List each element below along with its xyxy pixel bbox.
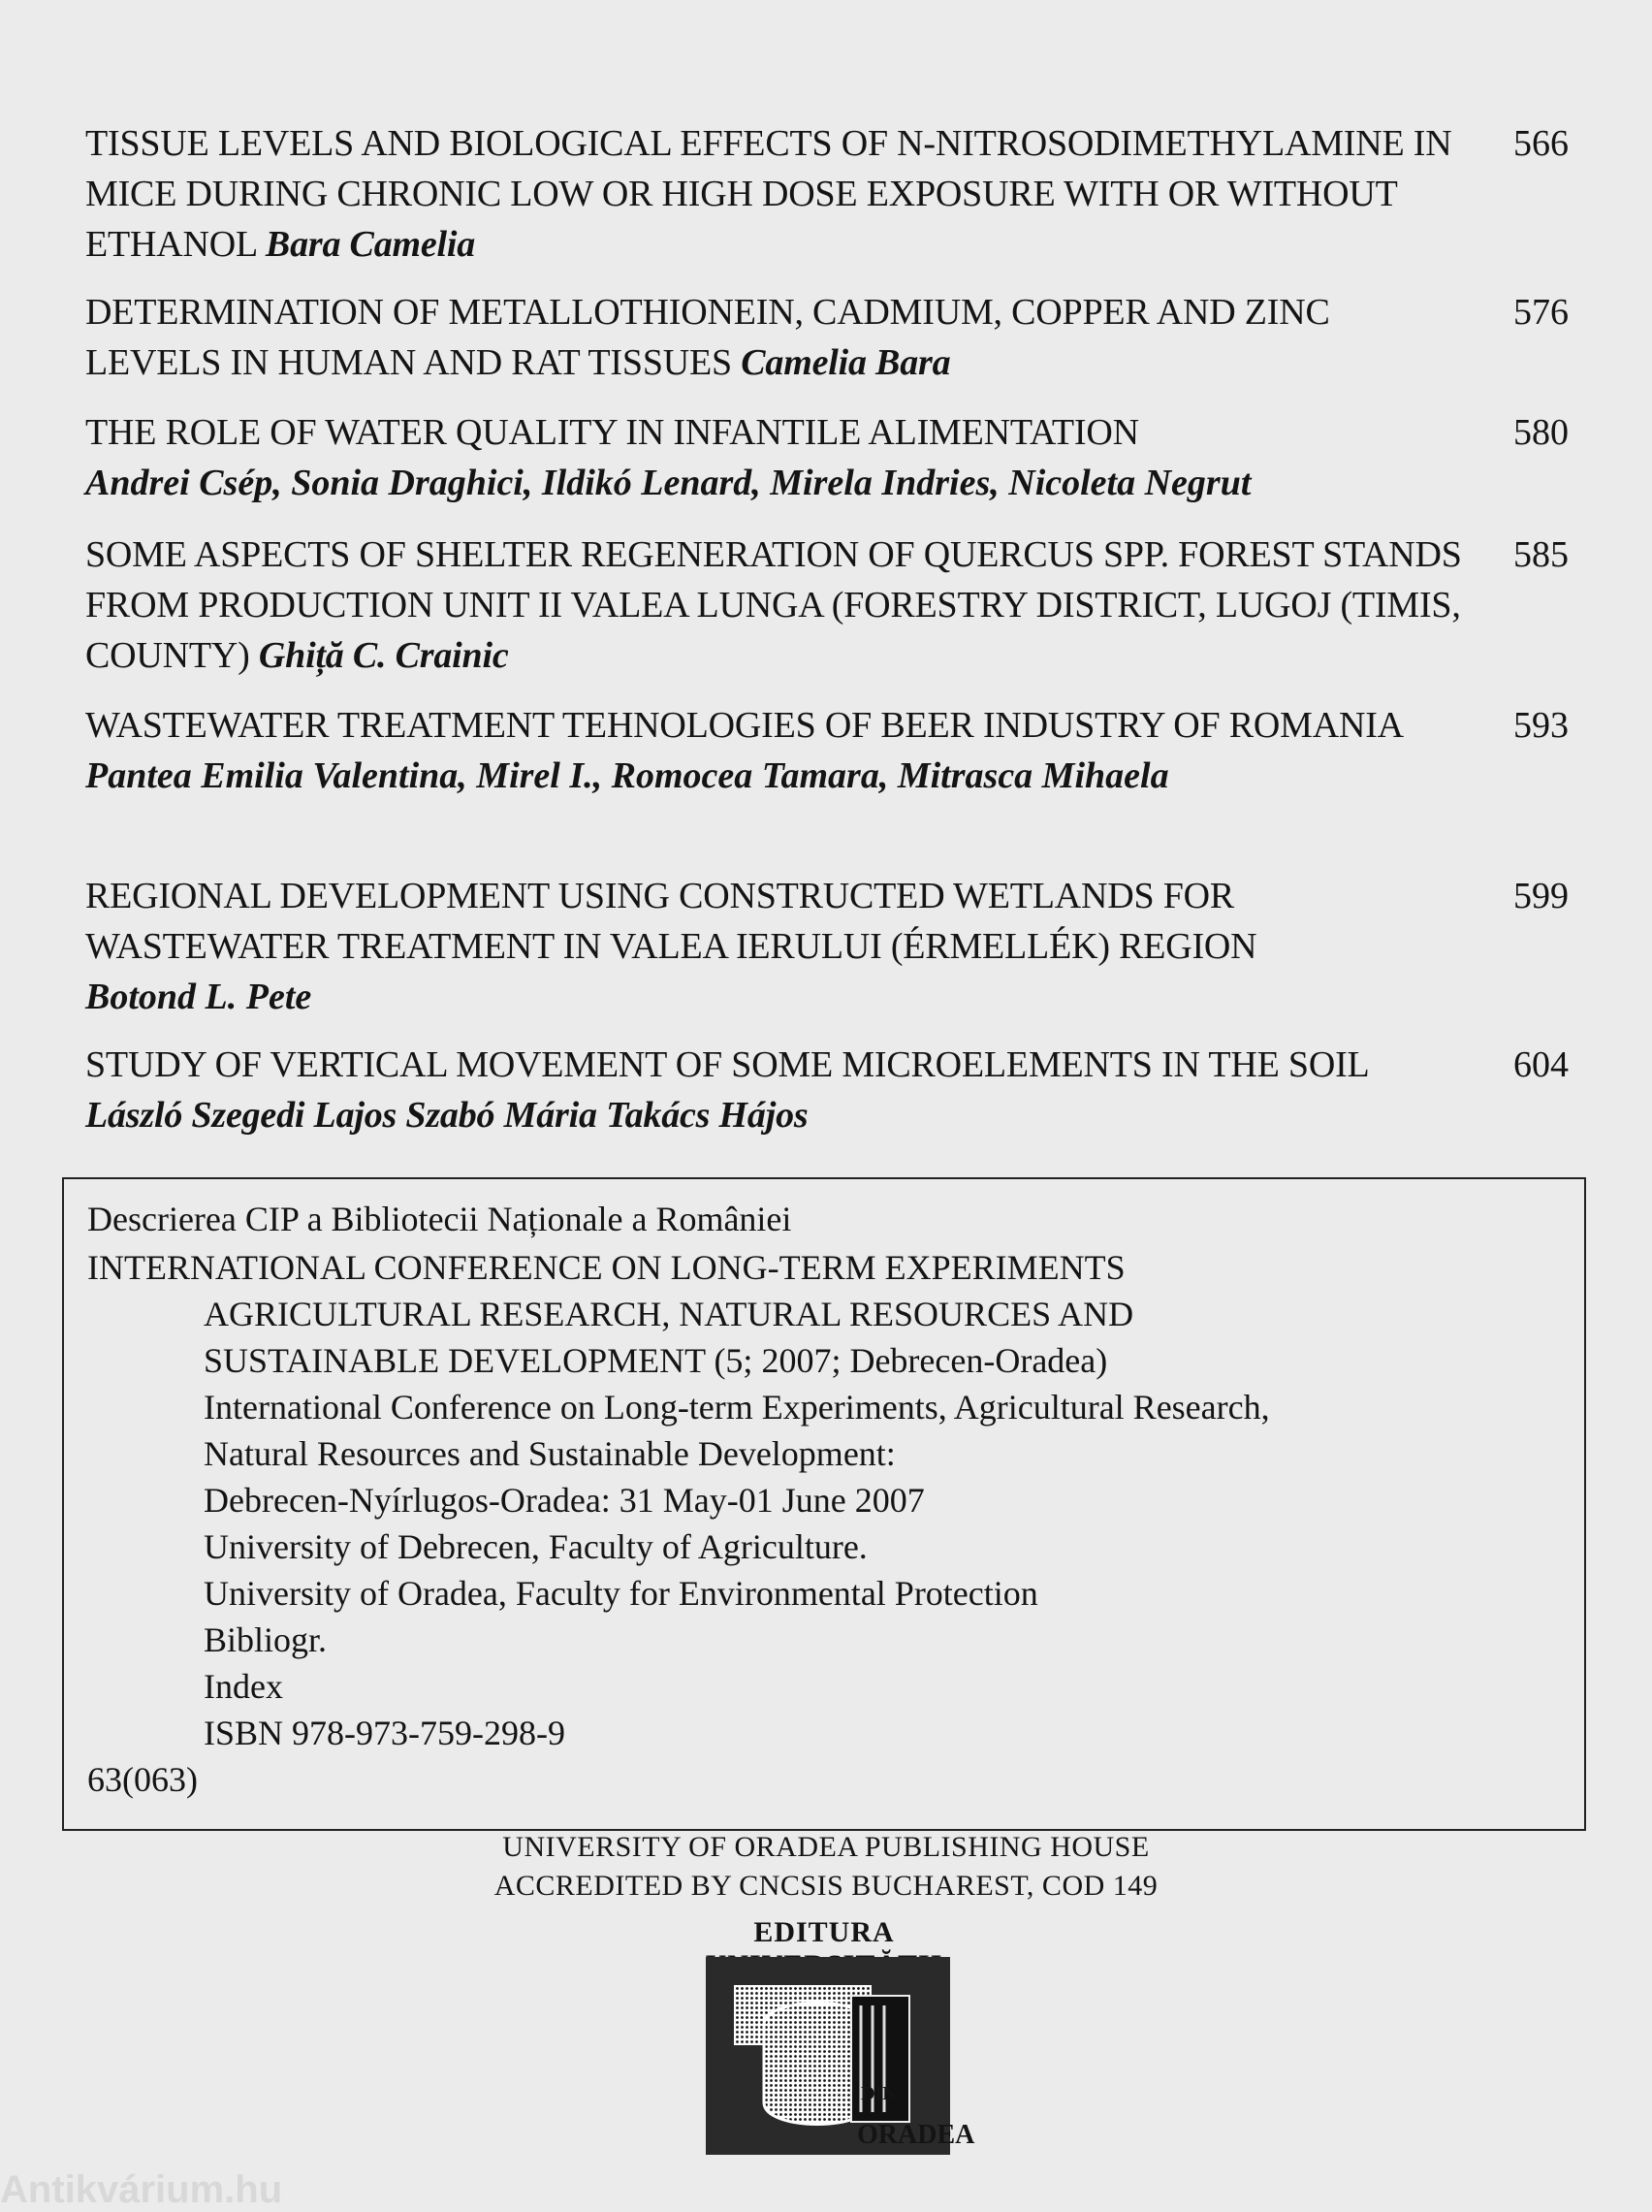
logo-bottom-text: ORADEA [857,2120,975,2150]
toc-page-number: 604 [1513,1044,1569,1085]
toc-entry [85,529,1569,681]
toc-title-text: STUDY OF VERTICAL MOVEMENT OF SOME MICROELEMENTS IN THE SOIL [85,1044,1369,1085]
cip-line: Bibliogr. [204,1620,328,1659]
toc-entry [85,287,1569,388]
publisher-name: UNIVERSITY OF ORADEA PUBLISHING HOUSE [502,1831,1150,1863]
cip-line: SUSTAINABLE DEVELOPMENT (5; 2007; Debrecen-Oradea) [204,1341,1108,1380]
toc-entry [85,407,1569,508]
toc-entry-title [85,118,1472,270]
toc-entry-authors: Camelia Bara [741,342,951,383]
toc-entry-authors: Ghiță C. Crainic [258,635,509,676]
cip-line: University of Debrecen, Faculty of Agriculture. [204,1527,868,1566]
toc-page-number: 576 [1513,292,1569,333]
toc-entry [85,871,1569,1022]
toc-title-text: SOME ASPECTS OF SHELTER REGENERATION OF QUERCUS SPP. FOREST STANDS FROM PRODUCTION UNIT II VALEA LUNGA (FORESTRY DISTRICT, LUGOJ (TIMIS, COUNTY) [85,534,1462,676]
toc-entry [85,118,1569,270]
cip-line: University of Oradea, Faculty for Environmental Protection [204,1574,1038,1613]
toc-page-number: 599 [1513,876,1569,916]
toc-entry-title: REGIONAL DEVELOPMENT USING CONSTRUCTED WETLANDS FOR WASTEWATER TREATMENT IN VALEA IERULUI (ÉRMELLÉK) REGION [85,876,1257,967]
toc-entry-title [85,287,1472,388]
toc-entry-title [85,529,1472,681]
toc-entry [85,1040,1569,1140]
toc-page-number: 580 [1513,412,1569,453]
toc-entry-authors: Bara Camelia [265,224,476,265]
toc-page-number: 566 [1513,123,1569,164]
cip-isbn: ISBN 978-973-759-298-9 [204,1714,565,1752]
cip-line: Natural Resources and Sustainable Development: [204,1434,896,1473]
toc-title-text: TISSUE LEVELS AND BIOLOGICAL EFFECTS OF N-NITROSODIMETHYLAMINE IN MICE DURING CHRONIC LOW OR HIGH DOSE EXPOSURE WITH OR WITHOUT ETHANOL [85,123,1452,265]
cip-description-box [62,1177,1586,1831]
toc-entry-title: THE ROLE OF WATER QUALITY IN INFANTILE ALIMENTATION [85,412,1139,453]
publisher-accreditation: ACCREDITED BY CNCSIS BUCHAREST, COD 149 [493,1870,1159,1902]
toc-entry-authors: Pantea Emilia Valentina, Mirel I., Romocea Tamara, Mitrasca Mihaela [85,755,1169,796]
cip-line: International Conference on Long-term Experiments, Agricultural Research, [204,1388,1270,1427]
toc-page-number: 585 [1513,534,1569,575]
cip-udc-code: 63(063) [87,1760,198,1799]
cip-heading: Descrierea CIP a Bibliotecii Naționale a României [87,1200,792,1238]
toc-entry-authors: László Szegedi Lajos Szabó Mária Takács Hájos [85,1095,809,1136]
toc-entry-authors: Botond L. Pete [85,977,312,1017]
logo-top-text: EDITURA [753,1916,895,1948]
watermark-text: Antikvárium.hu [0,2168,283,2211]
cip-line: Index [204,1667,283,1706]
toc-title-text: DETERMINATION OF METALLOTHIONEIN, CADMIUM, COPPER AND ZINC LEVELS IN HUMAN AND RAT TISSUES [85,292,1330,383]
toc-entry-title [85,1040,1472,1140]
cip-line: INTERNATIONAL CONFERENCE ON LONG-TERM EXPERIMENTS [87,1248,1126,1287]
toc-page-number: 593 [1513,705,1569,746]
cip-line: AGRICULTURAL RESEARCH, NATURAL RESOURCES AND [204,1295,1134,1333]
cip-line: Debrecen-Nyírlugos-Oradea: 31 May-01 June 2007 [204,1481,925,1520]
toc-entry [85,700,1569,801]
toc-entry-title: WASTEWATER TREATMENT TEHNOLOGIES OF BEER INDUSTRY OF ROMANIA [85,705,1404,746]
toc-entry-authors: Andrei Csép, Sonia Draghici, Ildikó Lenard, Mirela Indries, Nicoleta Negrut [85,463,1252,503]
logo-din-text: DIN [861,2083,897,2104]
